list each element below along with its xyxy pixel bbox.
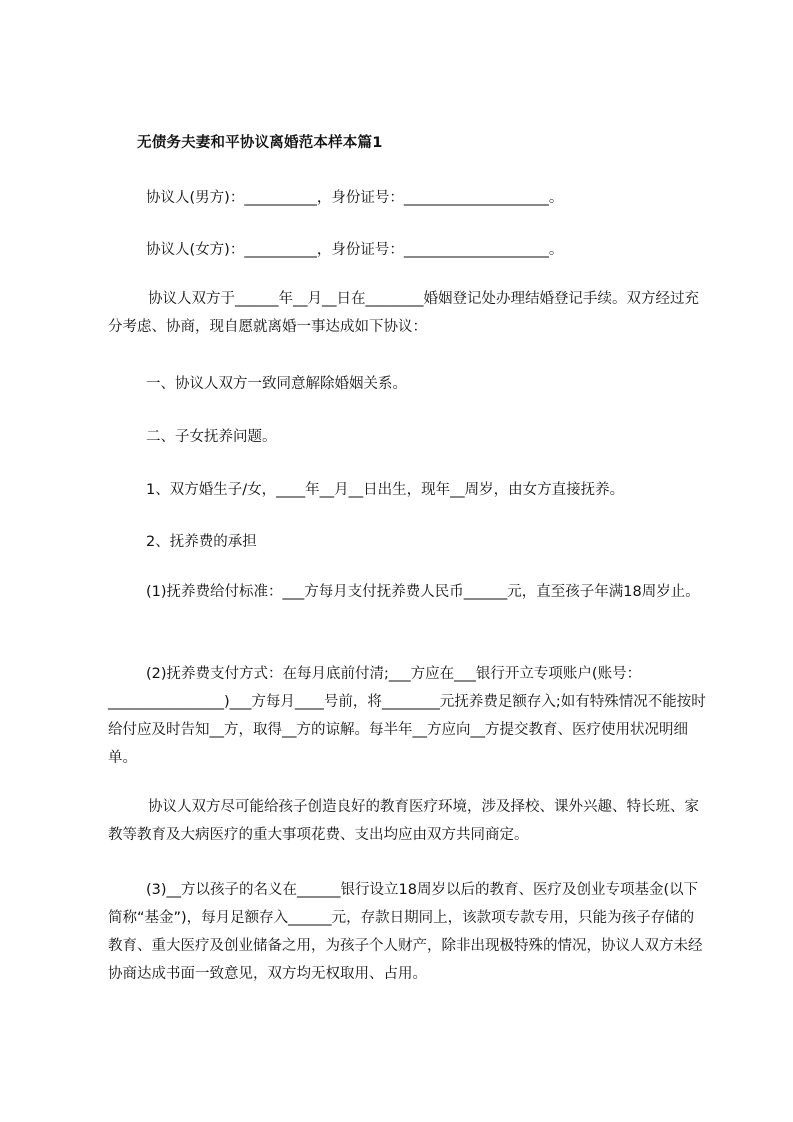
fund-paragraph: (3)__方以孩子的名义在______银行设立18周岁以后的教育、医疗及创业专项基金(以下简称“基金”)，每月足额存入______元，存款日期同上，该款项专款专用，只能为孩子存储的教育、重大医疗及创业储备之用，为孩子个人财产，除非出现极特殊的情况，协议人双方未经协商达成书面一致意见，双方均无权取用、占用。 — [108, 882, 703, 982]
clause-2-2: 2、抚养费的承担 — [146, 534, 257, 550]
clause-2-1: 1、双方婚生子/女，____年__月__日出生，现年__周岁，由女方直接抚养。 — [146, 482, 625, 498]
education-environment-paragraph: 协议人双方尽可能给孩子创造良好的教育医疗环境，涉及择校、课外兴趣、特长班、家教等教育及大病医疗的重大事项花费、支出均应由双方共同商定。 — [108, 799, 699, 843]
intro-paragraph: 协议人双方于______年__月__日在________婚姻登记处办理结婚登记手续。双方经过充分考虑、协商，现自愿就离婚一事达成如下协议： — [108, 291, 699, 335]
clause-2: 二、子女抚养问题。 — [146, 429, 277, 445]
support-method-paragraph: (2)抚养费支付方式：在每月底前付清;___方应在___银行开立专项账户(账号：________________)___方每月____号前，将________元抚养费足额存入;如有特殊情况不能按时给付应及时告知__方，取得__方的谅解。每半年__方应向__方提交教育、医疗使用状况明细单。 — [108, 666, 706, 766]
support-standard-paragraph: (1)抚养费给付标准：___方每月支付抚养费人民币______元，直至孩子年满18周岁止。 — [146, 584, 700, 600]
party-male-line: 协议人(男方)：__________，身份证号：____________________。 — [146, 190, 564, 206]
document-title: 无债务夫妻和平协议离婚范本样本篇1 — [137, 135, 383, 151]
clause-1: 一、协议人双方一致同意解除婚姻关系。 — [146, 376, 407, 392]
party-female-line: 协议人(女方)：__________，身份证号：____________________。 — [146, 242, 564, 258]
